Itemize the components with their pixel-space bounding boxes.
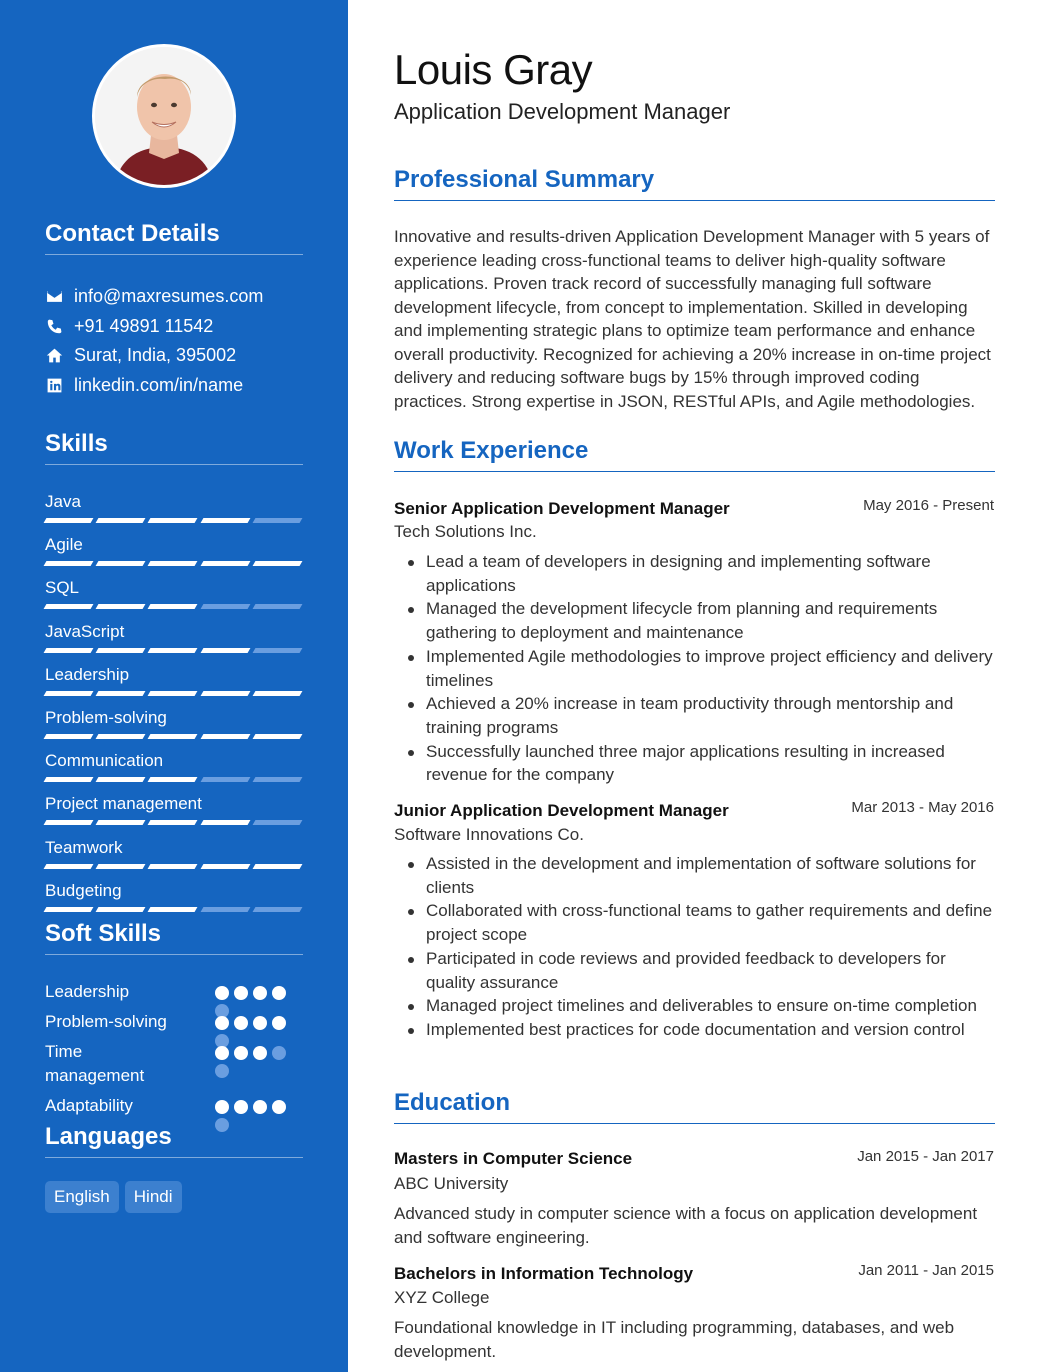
- skill-level-segment: [44, 907, 94, 912]
- skill-level-segment: [252, 907, 302, 912]
- home-icon: [45, 346, 63, 364]
- contact-address: [45, 344, 236, 366]
- soft-skill-rating: [215, 1046, 291, 1078]
- skill-row: [45, 577, 303, 599]
- skill-level-segment: [148, 648, 198, 653]
- skill-level-segment: [200, 648, 250, 653]
- skill-level-segment: [200, 820, 250, 825]
- skill-row: [45, 837, 303, 859]
- skill-row: [45, 707, 303, 729]
- skill-level-segment: [44, 691, 94, 696]
- skill-level-segment: [148, 907, 198, 912]
- skill-level-segment: [252, 648, 302, 653]
- skill-level-segment: [148, 864, 198, 869]
- degree-description: Foundational knowledge in IT including programming, databases, and web development.: [394, 1318, 955, 1361]
- skill-level-bar: [45, 777, 301, 782]
- summary-heading: Professional Summary: [394, 166, 995, 201]
- skill-row: [45, 621, 303, 643]
- skill-level-segment: [96, 907, 146, 912]
- skill-level-segment: [96, 691, 146, 696]
- skill-level-segment: [200, 734, 250, 739]
- skill-level-segment: [44, 820, 94, 825]
- skill-level-segment: [44, 604, 94, 609]
- skill-level-bar: [45, 864, 301, 869]
- skill-level-segment: [200, 604, 250, 609]
- skill-level-segment: [96, 561, 146, 566]
- soft-skill-row: [45, 1040, 305, 1088]
- skills-heading: Skills: [45, 430, 303, 465]
- rating-dot: [253, 1046, 267, 1060]
- soft-skill-name: Time management: [45, 1042, 145, 1085]
- skill-level-segment: [200, 518, 250, 523]
- skill-row: [45, 534, 303, 556]
- skill-level-segment: [44, 777, 94, 782]
- skill-level-bar: [45, 907, 301, 912]
- contact-linkedin-text: linkedin.com/in/name: [74, 374, 244, 395]
- skill-name: Budgeting: [45, 880, 122, 900]
- skill-level-bar: [45, 518, 301, 523]
- skill-level-bar: [45, 734, 301, 739]
- degree-title: Bachelors in Information Technology: [394, 1264, 694, 1283]
- skill-level-segment: [96, 820, 146, 825]
- skill-row: [45, 750, 303, 772]
- experience-heading: Work Experience: [394, 437, 995, 472]
- rating-dot: [234, 1016, 248, 1030]
- skill-level-segment: [148, 518, 198, 523]
- skill-level-segment: [96, 604, 146, 609]
- rating-dot: [253, 986, 267, 1000]
- skill-level-segment: [148, 820, 198, 825]
- skill-level-segment: [200, 907, 250, 912]
- skill-level-segment: [96, 777, 146, 782]
- job-company: Tech Solutions Inc.: [394, 522, 537, 541]
- skill-level-bar: [45, 820, 301, 825]
- rating-dot: [272, 1046, 286, 1060]
- contact-email[interactable]: [45, 285, 263, 307]
- rating-dot: [234, 1046, 248, 1060]
- list-item: Implemented Agile methodologies to improve project efficiency and delivery timelines: [394, 645, 994, 692]
- degree-description: Advanced study in computer science with a focus on application development and software engineering.: [394, 1204, 978, 1247]
- skill-level-segment: [148, 734, 198, 739]
- school-name: ABC University: [394, 1174, 509, 1193]
- skill-name: Leadership: [45, 664, 130, 684]
- language-badge: English: [45, 1181, 119, 1213]
- languages-heading: Languages: [45, 1123, 303, 1158]
- skill-level-segment: [252, 864, 302, 869]
- skill-level-segment: [44, 561, 94, 566]
- list-item: Successfully launched three major applications resulting in increased revenue for the company: [394, 740, 994, 787]
- skill-row: [45, 664, 303, 686]
- soft-skill-name: Problem-solving: [45, 1012, 167, 1031]
- soft-skill-row: [45, 1094, 305, 1118]
- job-title: Senior Application Development Manager: [394, 499, 730, 518]
- list-item: Managed project timelines and deliverables to ensure on-time completion: [394, 994, 994, 1018]
- contact-email-text: info@maxresumes.com: [74, 285, 264, 306]
- skill-name: JavaScript: [45, 621, 125, 641]
- school-name: XYZ College: [394, 1288, 490, 1307]
- education-heading: Education: [394, 1089, 995, 1124]
- skill-level-segment: [148, 691, 198, 696]
- skill-level-segment: [252, 561, 302, 566]
- skill-level-segment: [200, 777, 250, 782]
- skill-level-segment: [252, 734, 302, 739]
- rating-dot: [253, 1100, 267, 1114]
- degree-dates: Jan 2011 - Jan 2015: [858, 1262, 994, 1279]
- candidate-name: Louis Gray: [394, 46, 593, 93]
- skill-level-segment: [96, 648, 146, 653]
- contact-address-text: Surat, India, 395002: [74, 344, 237, 365]
- list-item: Achieved a 20% increase in team productivity through mentorship and training programs: [394, 692, 994, 739]
- list-item: Managed the development lifecycle from planning and requirements gathering to deployment and maintenance: [394, 597, 994, 644]
- languages-list: [45, 1181, 182, 1213]
- rating-dot: [215, 1016, 229, 1030]
- skill-name: Teamwork: [45, 837, 123, 857]
- job-bullets: [394, 852, 994, 1042]
- soft-skill-name: Leadership: [45, 982, 130, 1001]
- skill-level-segment: [96, 734, 146, 739]
- skill-level-segment: [44, 734, 94, 739]
- soft-skill-row: [45, 980, 305, 1004]
- skill-level-segment: [252, 518, 302, 523]
- skill-name: Project management: [45, 794, 202, 814]
- rating-dot: [215, 1064, 229, 1078]
- soft-skill-row: [45, 1010, 305, 1034]
- skill-level-segment: [96, 864, 146, 869]
- rating-dot: [272, 1100, 286, 1114]
- phone-icon: [45, 317, 63, 335]
- skill-level-segment: [200, 691, 250, 696]
- skill-row: [45, 491, 303, 513]
- skill-name: Problem-solving: [45, 708, 167, 727]
- skill-level-segment: [200, 561, 250, 566]
- envelope-icon: [45, 287, 63, 305]
- contact-phone-text: +91 49891 11542: [74, 315, 214, 336]
- rating-dot: [215, 1046, 229, 1060]
- rating-dot: [253, 1016, 267, 1030]
- sidebar: [0, 0, 348, 1372]
- linkedin-icon: [45, 376, 63, 394]
- degree-dates: Jan 2015 - Jan 2017: [857, 1148, 994, 1165]
- skill-level-segment: [44, 864, 94, 869]
- skill-name: Java: [45, 492, 81, 511]
- summary-text: Innovative and results-driven Application Development Manager with 5 years of experience leading cross-functional teams to deliver high-quality software applications. Proven track record of successfully managing full software development lifecycle, from concept to implementation. Skilled in developing and implementing strategic plans to optimize team performance and enhance overall productivity. Recognized for achieving a 20% increase in on-time project delivery and reducing software bugs by 15% through improved coding practices. Strong expertise in JSON, RESTful APIs, and Agile methodologies.: [394, 227, 991, 411]
- skill-level-bar: [45, 561, 301, 566]
- skill-level-segment: [148, 777, 198, 782]
- language-badge: Hindi: [125, 1181, 182, 1213]
- skill-level-segment: [252, 777, 302, 782]
- contact-heading: Contact Details: [45, 220, 303, 255]
- skill-level-segment: [44, 518, 94, 523]
- skill-level-segment: [96, 518, 146, 523]
- list-item: Lead a team of developers in designing and implementing software applications: [394, 550, 994, 597]
- skill-level-segment: [252, 820, 302, 825]
- rating-dot: [272, 1016, 286, 1030]
- rating-dot: [234, 986, 248, 1000]
- skill-name: Communication: [45, 751, 164, 771]
- skill-name: SQL: [45, 578, 80, 598]
- skill-level-segment: [148, 604, 198, 609]
- skill-level-bar: [45, 648, 301, 653]
- candidate-role: Application Development Manager: [394, 99, 731, 124]
- job-dates: May 2016 - Present: [863, 497, 994, 514]
- profile-photo-icon: [95, 47, 233, 185]
- soft-skill-name: Adaptability: [45, 1096, 133, 1115]
- rating-dot: [272, 986, 286, 1000]
- rating-dot: [234, 1100, 248, 1114]
- skill-name: Agile: [45, 535, 83, 555]
- contact-phone[interactable]: [45, 315, 213, 337]
- skill-level-segment: [252, 691, 302, 696]
- rating-dot: [215, 1100, 229, 1114]
- soft-skills-heading: Soft Skills: [45, 920, 303, 955]
- job-title: Junior Application Development Manager: [394, 801, 729, 820]
- list-item: Assisted in the development and implementation of software solutions for clients: [394, 852, 994, 899]
- skill-level-segment: [148, 561, 198, 566]
- skill-level-segment: [200, 864, 250, 869]
- list-item: Participated in code reviews and provided feedback to developers for quality assurance: [394, 947, 994, 994]
- list-item: Collaborated with cross-functional teams to gather requirements and define project scope: [394, 899, 994, 946]
- job-bullets: [394, 550, 994, 787]
- degree-title: Masters in Computer Science: [394, 1149, 633, 1168]
- job-company: Software Innovations Co.: [394, 825, 584, 844]
- skill-row: [45, 880, 303, 902]
- list-item: Implemented best practices for code documentation and version control: [394, 1018, 994, 1042]
- rating-dot: [215, 986, 229, 1000]
- skill-level-segment: [44, 648, 94, 653]
- job-dates: Mar 2013 - May 2016: [851, 799, 994, 816]
- skill-level-segment: [252, 604, 302, 609]
- skill-level-bar: [45, 691, 301, 696]
- avatar: [92, 44, 236, 188]
- skill-row: [45, 793, 303, 815]
- skill-level-bar: [45, 604, 301, 609]
- contact-linkedin[interactable]: [45, 374, 243, 396]
